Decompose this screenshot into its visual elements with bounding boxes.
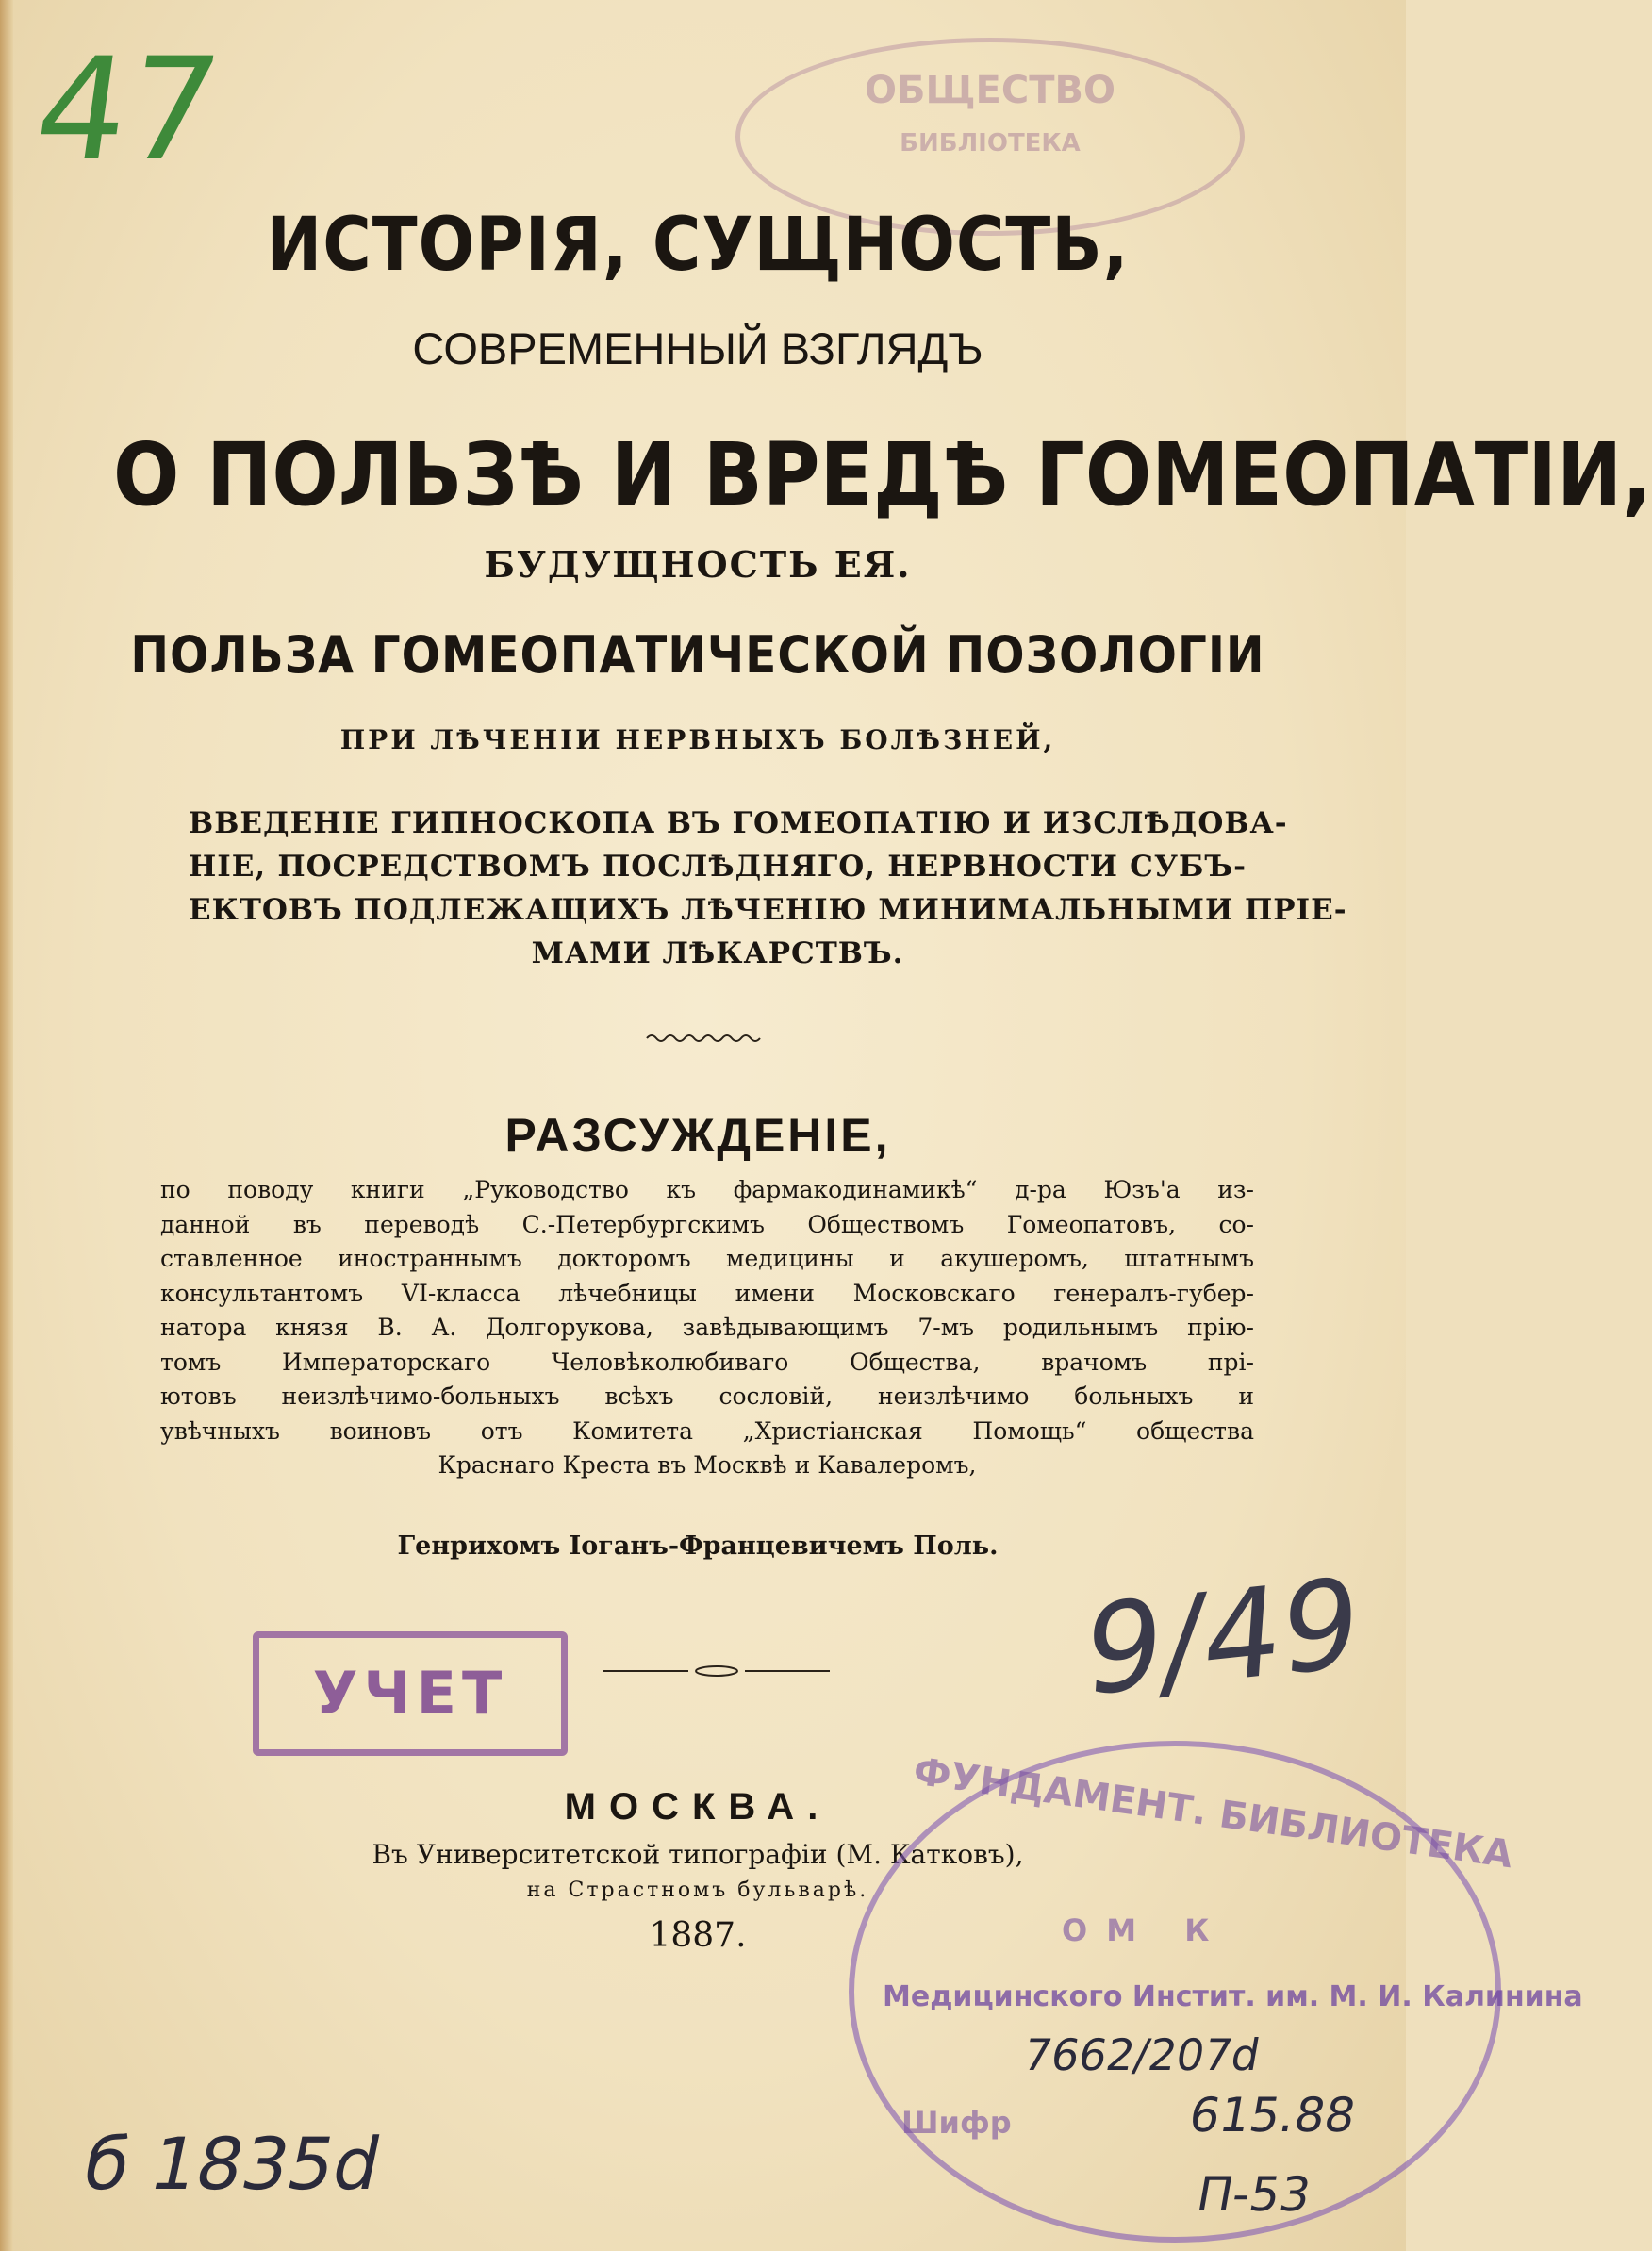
handwritten-number-right: 9/49: [1080, 1549, 1364, 1725]
stamp-bottom-line3: 7662/207d: [1019, 2029, 1264, 2080]
title-paragraph-line: МАМИ ЛѢКАРСТВЪ.: [531, 936, 904, 970]
handwritten-number-bottom-left: б 1835d: [75, 2122, 389, 2206]
discourse-line: данной въ переводѣ С.-Петербургскимъ Обществомъ Гомеопатовъ, со-: [160, 1210, 1254, 1238]
imprint-year: 1887.: [649, 1916, 747, 1955]
handwritten-number-bottom-right-1: 615.88: [1184, 2088, 1361, 2143]
imprint-street: на Страстномъ бульварѣ.: [526, 1879, 869, 1902]
title-line-6: ПРИ ЛѢЧЕНІИ НЕРВНЫХЪ БОЛѢЗНЕЙ,: [339, 724, 1056, 755]
discourse-heading: РАЗСУЖДЕНІЕ,: [504, 1109, 891, 1162]
title-line-5: ПОЛЬЗА ГОМЕОПАТИЧЕСКОЙ ПОЗОЛОГІИ: [130, 625, 1265, 685]
stamp-bottom-line1: ОМ К: [1062, 1912, 1229, 1948]
title-paragraph-line: ВВЕДЕНІЕ ГИПНОСКОПА ВЪ ГОМЕОПАТІЮ И ИЗСЛѢДОВА-: [189, 806, 1288, 840]
uchet-stamp-text: УЧЕТ: [312, 1659, 508, 1728]
imprint-printer: Въ Университетской типографіи (М. Катковъ),: [372, 1839, 1024, 1870]
stamp-bottom-arc: ФУНДАМЕНТ. БИБЛИОТЕКА: [910, 1749, 1516, 1878]
stamp-top-line2: БИБЛІОТЕКА: [900, 129, 1081, 157]
discourse-line: консультантомъ VI-класса лѣчебницы имени Московскаго генералъ-губер-: [160, 1279, 1254, 1307]
discourse-line: натора князя В. А. Долгорукова, завѣдывающимъ 7-мъ родильнымъ прію-: [160, 1314, 1254, 1341]
uchet-stamp: [253, 1631, 568, 1756]
decorative-rule: [603, 1663, 830, 1679]
title-paragraph: [189, 802, 1347, 975]
stamp-bottom-line2: Медицинского Инстит. им. М. И. Калинина: [883, 1980, 1583, 2013]
title-line-3: О ПОЛЬЗѢ И ВРЕДѢ ГОМЕОПАТІИ,: [113, 424, 1652, 525]
author-line: Генрихомъ Іоганъ-Францевичемъ Поль.: [397, 1531, 999, 1561]
discourse-line: ставленное иностраннымъ докторомъ медицины и акушеромъ, штатнымъ: [160, 1245, 1254, 1272]
wavy-ornament: [647, 1032, 760, 1045]
discourse-line: по поводу книги „Руководство къ фармакодинамикѣ“ д-ра Юзъ'а из-: [160, 1176, 1254, 1203]
title-line-2: СОВРЕМЕННЫЙ ВЗГЛЯДЪ: [412, 323, 983, 373]
discourse-line-last: Краснаго Креста въ Москвѣ и Кавалеромъ,: [438, 1451, 977, 1479]
page-spine-edge: [0, 0, 13, 2251]
title-paragraph-line: ЕКТОВЪ ПОДЛЕЖАЩИХЪ ЛѢЧЕНІЮ МИНИМАЛЬНЫМИ ПРІЕ-: [189, 893, 1347, 927]
stamp-top-line1: ОБЩЕСТВО: [865, 69, 1115, 112]
discourse-line: ютовъ неизлѣчимо-больныхъ всѣхъ сословій, неизлѣчимо больныхъ и: [160, 1382, 1254, 1410]
stamp-bottom-line4: Шифр: [901, 2105, 1012, 2141]
title-line-1: ИСТОРІЯ, СУЩНОСТЬ,: [266, 203, 1130, 288]
title-line-4: БУДУЩНОСТЬ ЕЯ.: [484, 543, 912, 586]
title-paragraph-line: НІЕ, ПОСРЕДСТВОМЪ ПОСЛѢДНЯГО, НЕРВНОСТИ СУБЪ-: [189, 850, 1247, 884]
discourse-line: томъ Императорскаго Человѣколюбиваго Общества, врачомъ прі-: [160, 1348, 1254, 1376]
discourse-paragraph: [160, 1173, 1254, 1483]
discourse-line: увѣчныхъ воиновъ отъ Комитета „Христіанская Помощь“ общества: [160, 1416, 1254, 1445]
imprint-city: МОСКВА.: [564, 1786, 832, 1828]
handwritten-number-bottom-right-2: П-53: [1192, 2167, 1315, 2222]
handwritten-number-top-left: 47: [25, 28, 230, 192]
library-stamp-bottom: [849, 1741, 1583, 2243]
